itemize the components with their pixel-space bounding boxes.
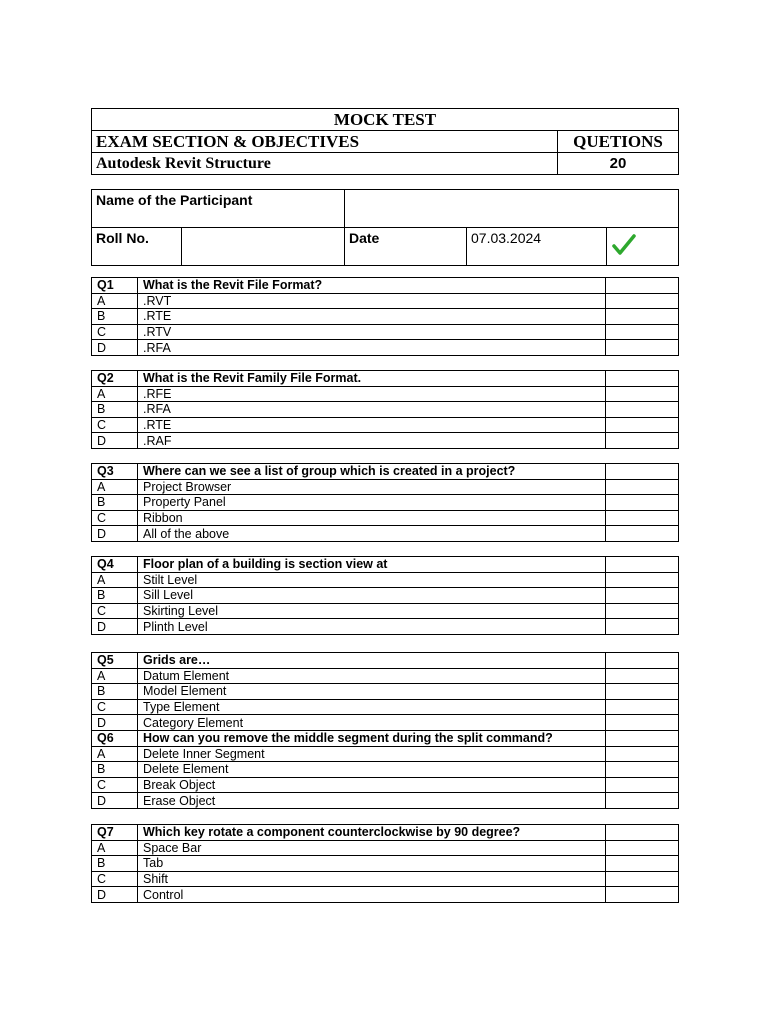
option-answer-cell[interactable] bbox=[606, 699, 679, 715]
option-row bbox=[92, 433, 679, 449]
option-answer-cell[interactable] bbox=[606, 309, 679, 325]
option-row bbox=[92, 479, 679, 495]
option-answer-cell[interactable] bbox=[606, 871, 679, 887]
option-key: C bbox=[92, 871, 138, 887]
option-key: B bbox=[92, 309, 138, 325]
option-key: B bbox=[92, 856, 138, 872]
answer-cell[interactable] bbox=[606, 557, 679, 573]
option-row bbox=[92, 293, 679, 309]
question-table bbox=[91, 277, 679, 356]
option-answer-cell[interactable] bbox=[606, 417, 679, 433]
option-text: Sill Level bbox=[138, 588, 606, 604]
option-key: D bbox=[92, 887, 138, 903]
question-text: Grids are… bbox=[138, 653, 606, 669]
option-text: .RFA bbox=[138, 340, 606, 356]
option-answer-cell[interactable] bbox=[606, 619, 679, 635]
option-key: C bbox=[92, 699, 138, 715]
question-table bbox=[91, 556, 679, 635]
option-row bbox=[92, 762, 679, 778]
option-key: D bbox=[92, 340, 138, 356]
option-key: A bbox=[92, 479, 138, 495]
option-key: C bbox=[92, 510, 138, 526]
option-text: .RTE bbox=[138, 417, 606, 433]
subject-name: Autodesk Revit Structure bbox=[92, 153, 558, 175]
roll-no-label: Roll No. bbox=[92, 228, 182, 266]
participant-name-label: Name of the Participant bbox=[92, 190, 345, 228]
question-row bbox=[92, 730, 679, 746]
option-row bbox=[92, 887, 679, 903]
option-text: Control bbox=[138, 887, 606, 903]
option-row bbox=[92, 871, 679, 887]
answer-cell[interactable] bbox=[606, 371, 679, 387]
option-answer-cell[interactable] bbox=[606, 433, 679, 449]
option-text: .RAF bbox=[138, 433, 606, 449]
option-text: Datum Element bbox=[138, 668, 606, 684]
option-text: .RFE bbox=[138, 386, 606, 402]
participant-info-table bbox=[91, 189, 679, 266]
option-text: Category Element bbox=[138, 715, 606, 731]
option-answer-cell[interactable] bbox=[606, 293, 679, 309]
option-key: B bbox=[92, 495, 138, 511]
option-text: Plinth Level bbox=[138, 619, 606, 635]
question-number: Q1 bbox=[92, 278, 138, 294]
option-text: Ribbon bbox=[138, 510, 606, 526]
option-answer-cell[interactable] bbox=[606, 402, 679, 418]
option-row bbox=[92, 603, 679, 619]
option-key: B bbox=[92, 684, 138, 700]
mock-test-title: MOCK TEST bbox=[92, 109, 679, 131]
option-answer-cell[interactable] bbox=[606, 386, 679, 402]
option-key: C bbox=[92, 324, 138, 340]
option-row bbox=[92, 495, 679, 511]
answer-cell[interactable] bbox=[606, 730, 679, 746]
option-answer-cell[interactable] bbox=[606, 479, 679, 495]
question-text: Where can we see a list of group which is created in a project? bbox=[138, 464, 606, 480]
option-text: .RFA bbox=[138, 402, 606, 418]
question-count: 20 bbox=[558, 153, 679, 175]
question-text: Which key rotate a component counterclockwise by 90 degree? bbox=[138, 825, 606, 841]
option-row bbox=[92, 699, 679, 715]
option-key: B bbox=[92, 762, 138, 778]
question-table bbox=[91, 652, 679, 809]
option-row bbox=[92, 619, 679, 635]
option-row bbox=[92, 715, 679, 731]
date-label: Date bbox=[345, 228, 467, 266]
option-answer-cell[interactable] bbox=[606, 777, 679, 793]
option-row bbox=[92, 324, 679, 340]
question-number: Q4 bbox=[92, 557, 138, 573]
option-text: .RTV bbox=[138, 324, 606, 340]
option-key: D bbox=[92, 715, 138, 731]
option-text: Delete Element bbox=[138, 762, 606, 778]
option-key: A bbox=[92, 293, 138, 309]
option-text: Property Panel bbox=[138, 495, 606, 511]
question-text: What is the Revit Family File Format. bbox=[138, 371, 606, 387]
option-answer-cell[interactable] bbox=[606, 588, 679, 604]
answer-cell[interactable] bbox=[606, 464, 679, 480]
option-row bbox=[92, 309, 679, 325]
option-key: B bbox=[92, 588, 138, 604]
date-value: 07.03.2024 bbox=[467, 228, 607, 266]
option-answer-cell[interactable] bbox=[606, 793, 679, 809]
option-row bbox=[92, 417, 679, 433]
option-answer-cell[interactable] bbox=[606, 340, 679, 356]
question-table bbox=[91, 370, 679, 449]
option-text: Skirting Level bbox=[138, 603, 606, 619]
exam-section-label: EXAM SECTION & OBJECTIVES bbox=[92, 131, 558, 153]
option-key: A bbox=[92, 668, 138, 684]
option-key: B bbox=[92, 402, 138, 418]
question-number: Q3 bbox=[92, 464, 138, 480]
option-row bbox=[92, 840, 679, 856]
option-row bbox=[92, 340, 679, 356]
option-row bbox=[92, 777, 679, 793]
option-text: Shift bbox=[138, 871, 606, 887]
option-text: Type Element bbox=[138, 699, 606, 715]
option-answer-cell[interactable] bbox=[606, 715, 679, 731]
option-key: C bbox=[92, 777, 138, 793]
option-answer-cell[interactable] bbox=[606, 526, 679, 542]
roll-no-field[interactable] bbox=[182, 228, 345, 266]
participant-name-field[interactable] bbox=[345, 190, 679, 228]
option-text: Stilt Level bbox=[138, 572, 606, 588]
question-row bbox=[92, 278, 679, 294]
option-row bbox=[92, 746, 679, 762]
option-text: All of the above bbox=[138, 526, 606, 542]
option-text: Tab bbox=[138, 856, 606, 872]
question-number: Q2 bbox=[92, 371, 138, 387]
question-text: How can you remove the middle segment during the split command? bbox=[138, 730, 606, 746]
exam-header-table bbox=[91, 108, 679, 175]
question-row bbox=[92, 557, 679, 573]
option-row bbox=[92, 572, 679, 588]
option-answer-cell[interactable] bbox=[606, 603, 679, 619]
option-answer-cell[interactable] bbox=[606, 840, 679, 856]
question-table bbox=[91, 824, 679, 903]
option-text: Space Bar bbox=[138, 840, 606, 856]
option-answer-cell[interactable] bbox=[606, 324, 679, 340]
checkmark-cell bbox=[607, 228, 679, 266]
option-answer-cell[interactable] bbox=[606, 746, 679, 762]
questions-label: QUETIONS bbox=[558, 131, 679, 153]
option-row bbox=[92, 856, 679, 872]
option-row bbox=[92, 386, 679, 402]
option-answer-cell[interactable] bbox=[606, 684, 679, 700]
question-text: Floor plan of a building is section view at bbox=[138, 557, 606, 573]
option-text: Erase Object bbox=[138, 793, 606, 809]
option-key: D bbox=[92, 619, 138, 635]
option-row bbox=[92, 668, 679, 684]
option-key: D bbox=[92, 526, 138, 542]
option-key: A bbox=[92, 746, 138, 762]
option-text: Break Object bbox=[138, 777, 606, 793]
option-text: Delete Inner Segment bbox=[138, 746, 606, 762]
option-text: Project Browser bbox=[138, 479, 606, 495]
option-answer-cell[interactable] bbox=[606, 668, 679, 684]
question-row bbox=[92, 825, 679, 841]
option-key: A bbox=[92, 840, 138, 856]
option-key: A bbox=[92, 386, 138, 402]
option-row bbox=[92, 402, 679, 418]
option-key: C bbox=[92, 603, 138, 619]
question-number: Q6 bbox=[92, 730, 138, 746]
option-text: .RTE bbox=[138, 309, 606, 325]
option-answer-cell[interactable] bbox=[606, 510, 679, 526]
option-text: .RVT bbox=[138, 293, 606, 309]
question-row bbox=[92, 371, 679, 387]
checkmark-icon bbox=[611, 233, 637, 257]
question-row bbox=[92, 464, 679, 480]
option-row bbox=[92, 526, 679, 542]
question-number: Q7 bbox=[92, 825, 138, 841]
option-answer-cell[interactable] bbox=[606, 887, 679, 903]
question-number: Q5 bbox=[92, 653, 138, 669]
option-row bbox=[92, 510, 679, 526]
question-table bbox=[91, 463, 679, 542]
option-answer-cell[interactable] bbox=[606, 495, 679, 511]
option-row bbox=[92, 684, 679, 700]
option-key: D bbox=[92, 793, 138, 809]
option-text: Model Element bbox=[138, 684, 606, 700]
answer-cell[interactable] bbox=[606, 825, 679, 841]
option-answer-cell[interactable] bbox=[606, 572, 679, 588]
option-row bbox=[92, 588, 679, 604]
answer-cell[interactable] bbox=[606, 278, 679, 294]
option-row bbox=[92, 793, 679, 809]
option-answer-cell[interactable] bbox=[606, 762, 679, 778]
option-answer-cell[interactable] bbox=[606, 856, 679, 872]
option-key: A bbox=[92, 572, 138, 588]
question-row bbox=[92, 653, 679, 669]
answer-cell[interactable] bbox=[606, 653, 679, 669]
option-key: C bbox=[92, 417, 138, 433]
option-key: D bbox=[92, 433, 138, 449]
question-text: What is the Revit File Format? bbox=[138, 278, 606, 294]
